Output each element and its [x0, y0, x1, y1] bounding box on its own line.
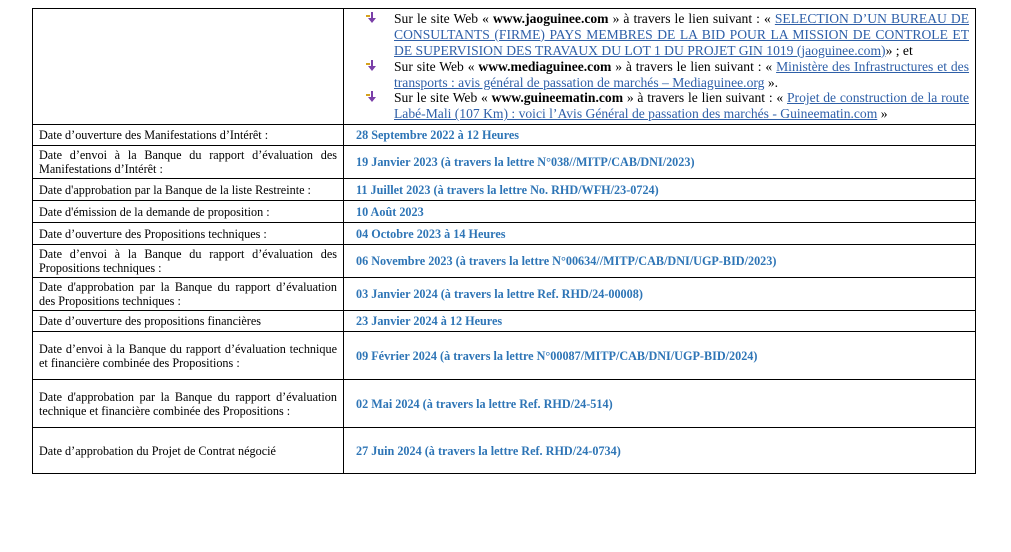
site-prefix: Sur le site Web «: [394, 11, 493, 26]
date-row: [33, 146, 976, 179]
date-row: [33, 201, 976, 223]
date-row: [33, 179, 976, 201]
site-link[interactable]: Ministère des Infrastructures et des transports : avis général de passation de marchés – Mediaguinee.org: [394, 58, 970, 90]
date-label: Date d'approbation par la Banque du rapport d’évaluation technique et financière combinée des Propositions :: [33, 380, 344, 428]
date-value: 28 Septembre 2022 à 12 Heures: [344, 125, 976, 146]
date-label: Date d’ouverture des Propositions techniques :: [33, 223, 344, 245]
date-value: 11 Juillet 2023 (à travers la lettre No. RHD/WFH/23-0724): [344, 179, 976, 201]
date-row: [33, 125, 976, 146]
date-label: Date d’envoi à la Banque du rapport d’évaluation des Propositions techniques :: [33, 245, 344, 278]
date-value: 04 Octobre 2023 à 14 Heures: [344, 223, 976, 245]
date-label: Date d’envoi à la Banque du rapport d’évaluation des Manifestations d’Intérêt :: [33, 146, 344, 179]
site-prefix: Sur le site Web «: [394, 90, 492, 106]
site-link[interactable]: Projet de construction de la route Labé-Mali (107 Km) : voici l’Avis Général de passation des marchés - Guineematin.com: [394, 90, 970, 122]
date-value: 02 Mai 2024 (à travers la lettre Ref. RHD/24-514): [344, 380, 976, 428]
publication-site-item: [394, 59, 969, 91]
date-value: 19 Janvier 2023 (à travers la lettre N°038//MITP/CAB/DNI/2023): [344, 146, 976, 179]
arrow-bullet-icon: [366, 91, 378, 103]
date-row: [33, 380, 976, 428]
site-link[interactable]: SELECTION D’UN BUREAU DE CONSULTANTS (FIRME) PAYS MEMBRES DE LA BID POUR LA MISSION DE CONTROLE ET DE SUPERVISION DES TRAVAUX DU LOT 1 DU PROJET GIN 1019 (jaoguinee.com): [394, 11, 970, 58]
date-value: 03 Janvier 2024 (à travers la lettre Ref. RHD/24-00008): [344, 278, 976, 311]
date-label: Date d’ouverture des Manifestations d’Intérêt :: [33, 125, 344, 146]
arrow-bullet-icon: [366, 60, 378, 72]
date-value: 10 Août 2023: [344, 201, 976, 223]
site-name: www.jaoguinee.com: [492, 11, 609, 26]
site-middle: » à travers le lien suivant : «: [611, 58, 777, 74]
date-row: [33, 278, 976, 311]
date-label: Date d’approbation du Projet de Contrat négocié: [33, 428, 344, 474]
date-row: [33, 428, 976, 474]
date-label: Date d’ouverture des propositions financières: [33, 311, 344, 332]
site-suffix: ».: [764, 74, 779, 90]
date-row: [33, 223, 976, 245]
publication-sites-cell: [344, 9, 976, 125]
date-value: 27 Juin 2024 (à travers la lettre Ref. RHD/24-0734): [344, 428, 976, 474]
publication-label-cell: [33, 9, 344, 125]
publication-site-item: [394, 90, 969, 122]
site-suffix: »: [877, 106, 888, 122]
date-label: Date d'approbation par la Banque de la liste Restreinte :: [33, 179, 344, 201]
publication-site-item: [394, 11, 969, 59]
date-label: Date d'approbation par la Banque du rapport d’évaluation des Propositions techniques :: [33, 278, 344, 311]
publication-sites-list: [350, 11, 969, 122]
date-row: [33, 311, 976, 332]
publication-row: [33, 9, 976, 125]
date-value: 06 Novembre 2023 (à travers la lettre N°00634//MITP/CAB/DNI/UGP-BID/2023): [344, 245, 976, 278]
date-value: 23 Janvier 2024 à 12 Heures: [344, 311, 976, 332]
procurement-dates-table: [32, 8, 976, 474]
site-name: www.mediaguinee.com: [478, 58, 612, 74]
site-suffix: » ; et: [885, 42, 913, 58]
date-label: Date d’envoi à la Banque du rapport d’évaluation technique et financière combinée des Propositions :: [33, 332, 344, 380]
site-middle: » à travers le lien suivant : «: [608, 11, 775, 26]
date-row: [33, 332, 976, 380]
date-row: [33, 245, 976, 278]
arrow-bullet-icon: [366, 12, 378, 24]
date-label: Date d'émission de la demande de proposition :: [33, 201, 344, 223]
site-middle: » à travers le lien suivant : «: [623, 90, 787, 106]
site-prefix: Sur site Web «: [394, 58, 479, 74]
site-name: www.guineematin.com: [491, 90, 624, 106]
date-value: 09 Février 2024 (à travers la lettre N°00087/MITP/CAB/DNI/UGP-BID/2024): [344, 332, 976, 380]
